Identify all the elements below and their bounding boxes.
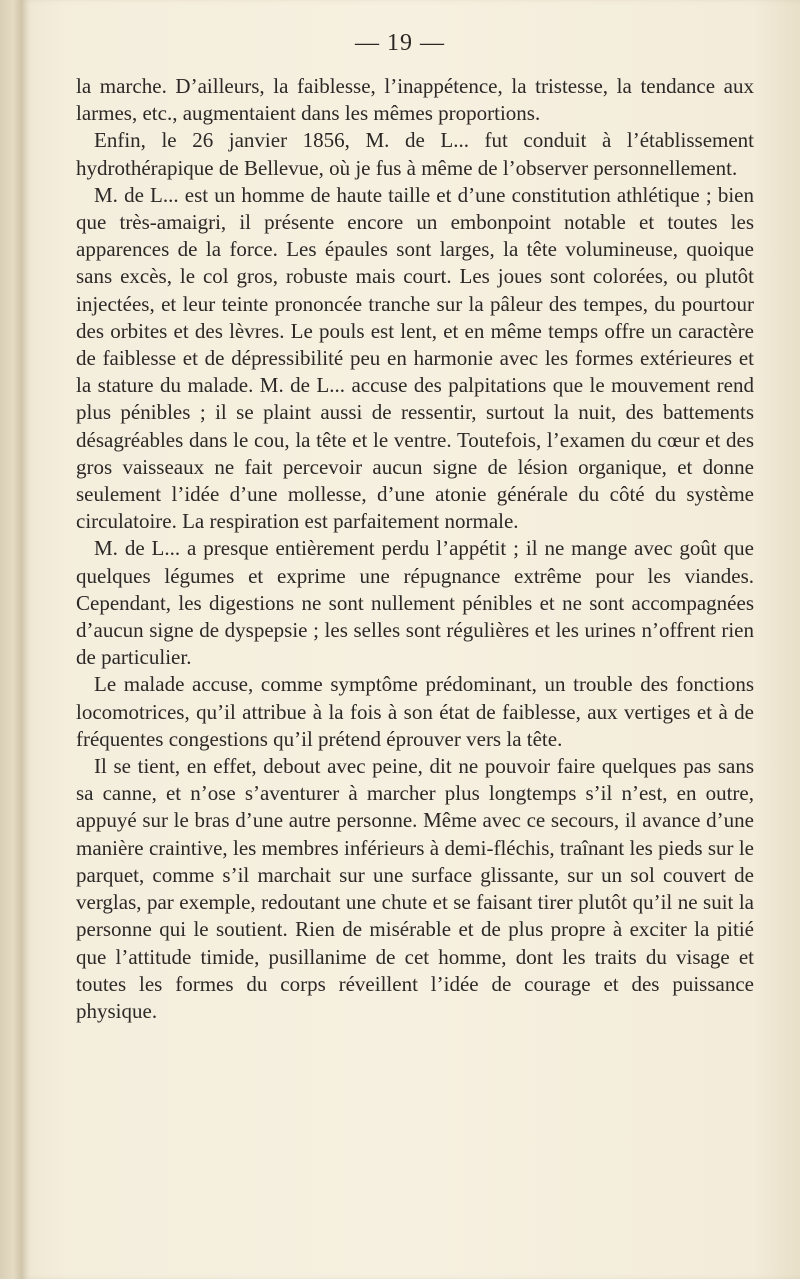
page-number: — 19 —: [355, 30, 445, 56]
paragraph-5: Le malade accuse, comme symptôme prédominant, un trouble des fonctions locomotrices, qu’il attribue à la fois à son état de faiblesse, aux vertiges et à de fréquentes congestions qu’il prétend éprouver vers la tête.: [76, 672, 754, 751]
page-body: [76, 73, 754, 1025]
paragraph-6: Il se tient, en effet, debout avec peine, dit ne pouvoir faire quelques pas sans sa canne, et n’ose s’aventurer à marcher plus longtemps s’il n’est, en outre, appuyé sur le bras d’une autre personne. Même avec ce secours, il avance d’une manière craintive, les membres inférieurs à demi-fléchis, traînant les pieds sur le parquet, comme s’il marchait sur une surface glissante, sur un sol couvert de verglas, par exemple, redoutant une chute et se faisant tirer plutôt qu’il ne suit la personne qui le soutient. Rien de misérable et de plus propre à exciter la pitié que l’attitude timide, pusillanime de cet homme, dont les traits du visage et toutes les formes du corps réveillent l’idée de courage et des puissance physique.: [76, 754, 754, 1023]
paragraph-1: la marche. D’ailleurs, la faiblesse, l’inappétence, la tristesse, la tendance aux larmes, etc., augmentaient dans les mêmes proportions.: [76, 74, 754, 126]
paragraph-3: M. de L... est un homme de haute taille et d’une constitution athlétique ; bien que très-amaigri, il présente encore un embonpoint notable et toutes les apparences de la force. Les épaules sont larges, la tête volumineuse, quoique sans excès, le col gros, robuste mais court. Les joues sont colorées, ou plutôt injectées, et leur teinte prononcée tranche sur la pâleur des tempes, du pourtour des orbites et des lèvres. Le pouls est lent, et en même temps offre un caractère de faiblesse et de dépressibilité peu en harmonie avec les formes extérieures et la stature du malade. M. de L... accuse des palpitations que le mouvement rend plus pénibles ; il se plaint aussi de ressentir, surtout la nuit, des battements désagréables dans le cou, la tête et le ventre. Toutefois, l’examen du cœur et des gros vaisseaux ne fait percevoir aucun signe de lésion organique, et donne seulement l’idée d’une mollesse, d’une atonie générale du côté du système circulatoire. La respiration est parfaitement normale.: [76, 182, 754, 534]
paragraph-4: M. de L... a presque entièrement perdu l’appétit ; il ne mange avec goût que quelques légumes et exprime une répugnance extrême pour les viandes. Cependant, les digestions ne sont nullement pénibles et ne sont accompagnées d’aucun signe de dyspepsie ; les selles sont régulières et les urines n’offrent rien de particulier.: [76, 536, 754, 670]
book-spine: [0, 0, 22, 1279]
paragraph-2: Enfin, le 26 janvier 1856, M. de L... fut conduit à l’établissement hydrothérapique de Bellevue, où je fus à même de l’observer personnellement.: [76, 128, 754, 180]
